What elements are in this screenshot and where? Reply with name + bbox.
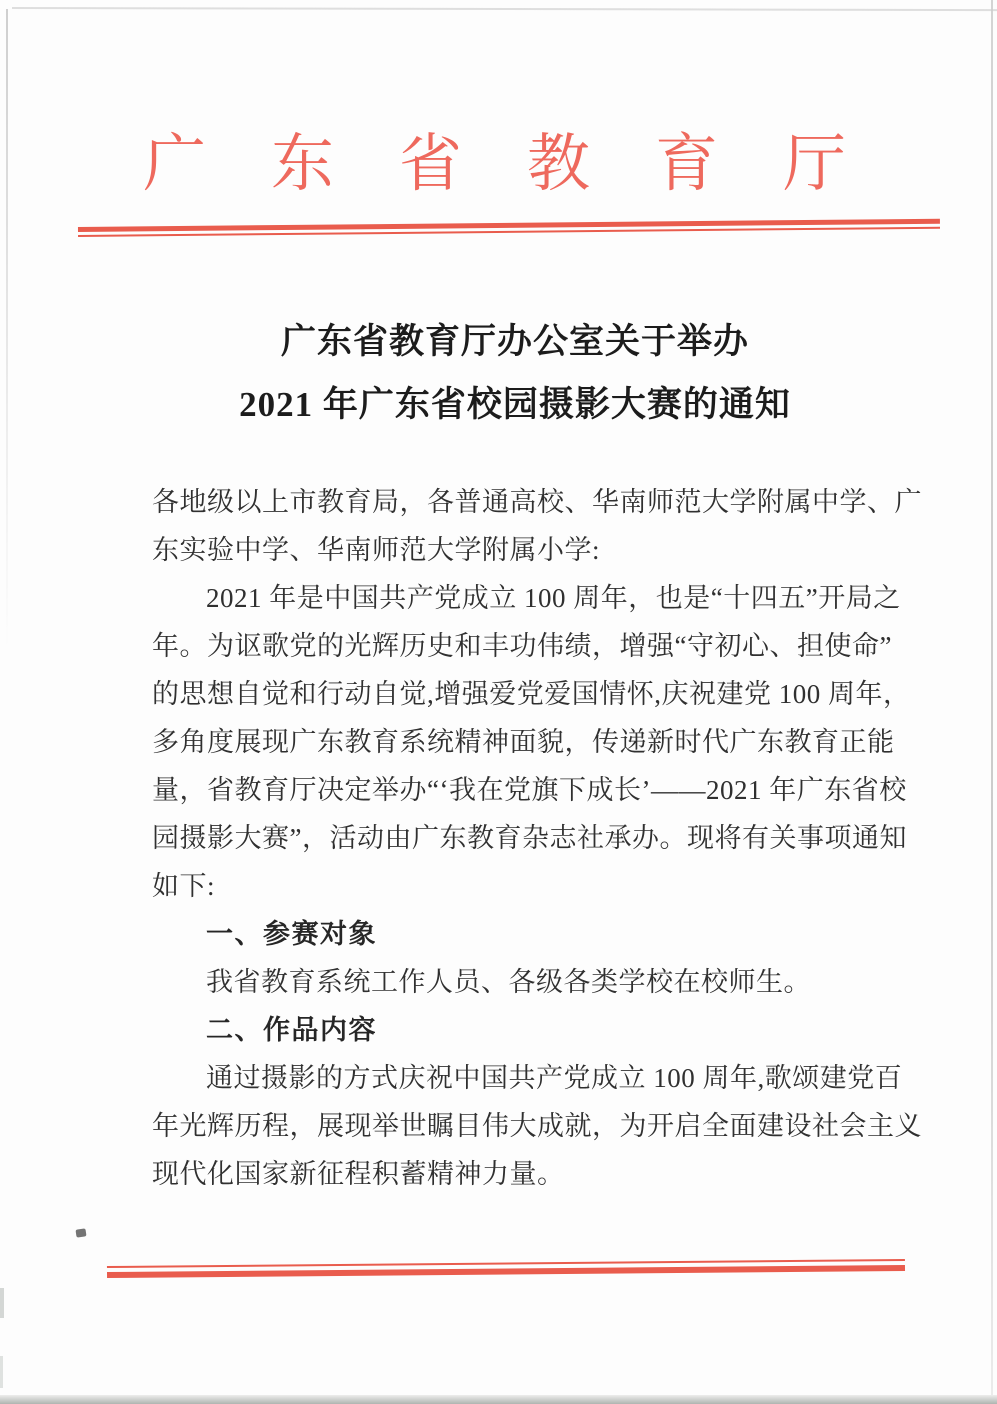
letterhead-red-rule [78, 219, 940, 237]
paragraph-line: 2021 年是中国共产党成立 100 周年，也是“十四五”开局之 [206, 583, 901, 613]
paragraph-line: 量，省教育厅决定举办“‘我在党旗下成长’——2021 年广东省校 [152, 775, 907, 805]
paragraph-line: 我省教育系统工作人员、各级各类学校在校师生。 [206, 967, 811, 997]
document-title-line-2: 2021 年广东省校园摄影大赛的通知 [239, 385, 791, 424]
scan-curl-artifact [0, 1356, 3, 1388]
paragraph-line: 园摄影大赛”，活动由广东教育杂志社承办。现将有关事项通知 [152, 823, 907, 853]
letterhead-agency-name: 广东省教育厅 [143, 129, 911, 199]
section-1-heading: 一、参赛对象 [206, 919, 377, 949]
paper-right-edge [991, 0, 993, 1404]
paragraph-line: 现代化国家新征程积蓄精神力量。 [152, 1159, 565, 1189]
paragraph-line: 多角度展现广东教育系统精神面貌，传递新时代广东教育正能 [152, 727, 895, 757]
footer-red-rule [107, 1259, 905, 1278]
document-body [152, 478, 922, 1198]
document-title-line-1: 广东省教育厅办公室关于举办 [280, 322, 749, 361]
section-2-heading: 二、作品内容 [206, 1015, 377, 1045]
addressee-line: 各地级以上市教育局，各普通高校、华南师范大学附属中学、广 [152, 487, 922, 517]
scan-curl-artifact [0, 1288, 4, 1318]
paragraph-line: 的思想自觉和行动自觉,增强爱党爱国情怀,庆祝建党 100 周年， [152, 679, 911, 709]
paper-bottom-edge [0, 1395, 997, 1404]
scan-smudge-artifact [75, 1228, 86, 1237]
paper-top-edge [12, 7, 997, 11]
paper-left-edge [6, 9, 8, 649]
paragraph-line: 如下: [152, 871, 216, 901]
paragraph-line: 通过摄影的方式庆祝中国共产党成立 100 周年,歌颂建党百 [206, 1063, 903, 1093]
addressee-line: 东实验中学、华南师范大学附属小学: [152, 535, 601, 565]
paragraph-line: 年光辉历程，展现举世瞩目伟大成就，为开启全面建设社会主义 [152, 1111, 922, 1141]
paragraph-line: 年。为讴歌党的光辉历史和丰功伟绩，增强“守初心、担使命” [152, 631, 892, 661]
